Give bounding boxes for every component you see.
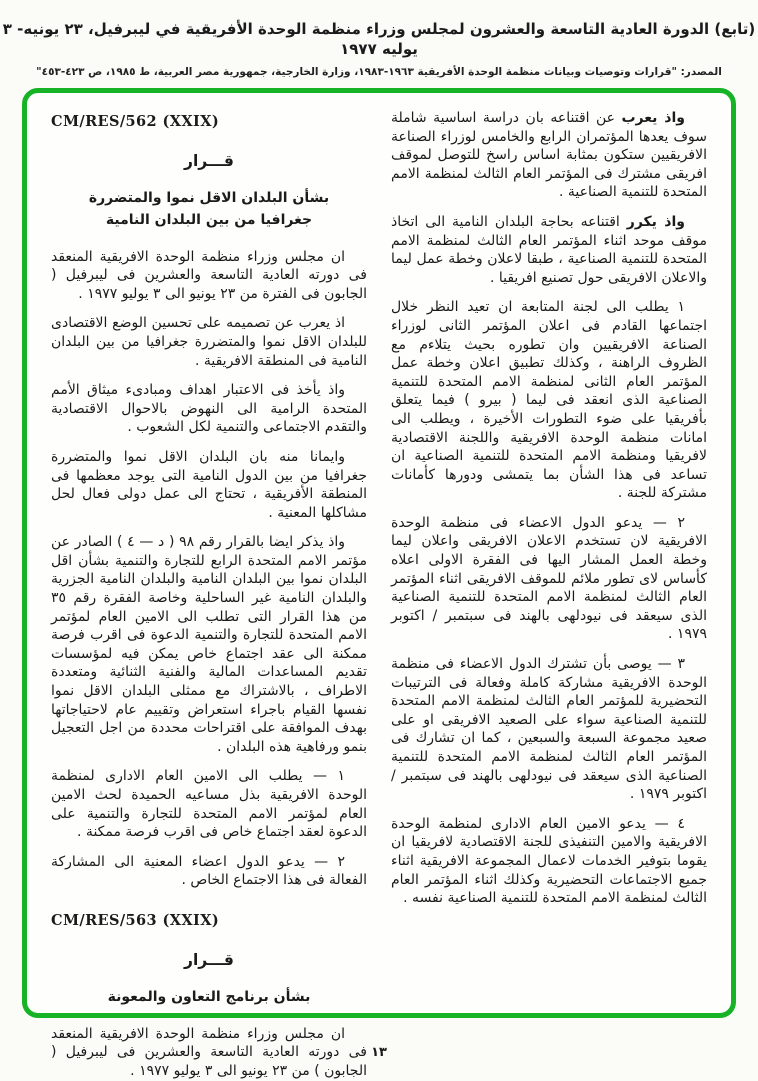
page-number: ١٣ xyxy=(371,1045,387,1060)
paragraph: اذ يعرب عن تصميمه على تحسين الوضع الاقتصادى للبلدان الاقل نموا والمتضررة جغرافيا من بين البلدان النامية فى المنطقة الافريقية . xyxy=(51,315,367,369)
resolution-ref-563: CM/RES/563 (XXIX) xyxy=(51,911,220,929)
paragraph: ان مجلس وزراء منظمة الوحدة الافريقية المنعقد فى دورته العادية التاسعة والعشرين فى ليبرفيل ( الجابون فى الفترة من ٢٣ يونيو الى ٣ يوليو ١٩٧٧ . xyxy=(51,248,367,302)
paragraph: واذ يذكر ايضا بالقرار رقم ٩٨ ( د — ٤ ) الصادر عن مؤتمر الامم المتحدة الرابع للتجارة والتنمية بشأن اقل البلدان نموا بين البلدان النامية والبلدان النامية الجزرية والبلدان النامية غير الساحلية وخاصة الفقرة رقم ٣٥ من هذا القرار التى تطلب الى الامين العام لمؤتمر الامم المتحدة للتجارة والتنمية الدعوة فى اقرب فرصة ممكنة الى عقد اجتماع خاص يمكن فيه لمؤسسات تقديم المساعدات المالية والفنية الثنائية ومتعددة الاطراف ، بالاشتراك مع ممثلى البلدان الاقل نموا نفسها القيام باجراء استعراض وتقييم عام لاحتياجاتها بهدف الموافقة على اقتراحات محددة من اجل التعجيل بنمو ورفاهية هذه البلدان . xyxy=(51,534,367,755)
numbered-clause-1: ١ — يطلب الى الامين العام الادارى لمنظمة الوحدة الافريقية بذل مساعيه الحميدة لحث الامين العام لمؤتمر الامم المتحدة للتجارة والتنمية على الدعوة لعقد اجتماع خاص فى اقرب فرصة ممكنة . xyxy=(51,768,367,841)
paragraph: وايمانا منه بان البلدان الاقل نموا والمتضررة جغرافيا من بين الدول النامية التى يوجد معظمها فى المنطقة الأفريقية ، تحتاج الى عمل دولى فعال لحل مشاكلها المعنية . xyxy=(51,448,367,521)
paragraph-text: ٤ — يدعو الامين العام الادارى لمنظمة الوحدة الافريقية والامين التنفيذى للجنة الاقتصادية لافريقيا ان يقوما بتوفير الخدمات لاعمال المجموعة الافريقية اثناء جميع الاجتماعات التحضيرية وكذلك اثناء المؤتمر العام الثالث لمنظمة الامم المتحدة للتنمية الصناعية نفسه . xyxy=(391,815,707,907)
paragraph-text: ٣ — يوصى بأن تشترك الدول الاعضاء فى منظمة الوحدة الافريقية مشاركة كاملة وفعالة فى الترتيبات التحضيرية للمؤتمر العام الثالث لمنظمة الامم المتحدة للتنمية الصناعية سواء على الصعيد الافريقى او على صعيد مجموعة السبعة والسبعين ، كما ان تشارك فى المؤتمر العام الثالث لمنظمة الامم المتحدة للتنمية الصناعية الذى سيعقد فى نيودلهى بالهند فى سبتمبر / اكتوبر ١٩٧٩ . xyxy=(391,656,707,803)
numbered-clause-3 xyxy=(391,655,707,804)
resolution-subtitle: بشأن برنامج التعاون والمعونة xyxy=(107,989,311,1006)
column-right xyxy=(391,109,707,1003)
session-title: (تابع) الدورة العادية التاسعة والعشرون لمجلس وزراء منظمة الوحدة الأفريقية في ليبرفيل، ٢٣ يونيه- ٣ يوليه ١٩٧٧ xyxy=(2,20,756,58)
numbered-clause-4 xyxy=(391,815,707,908)
paragraph: واذ يأخذ فى الاعتبار اهداف ومبادىء ميثاق الأمم المتحدة الرامية الى النهوض بالاحوال الاقتصادية والتقدم الاجتماعى والتنمية لكل الشعوب . xyxy=(51,382,367,436)
resolution-title: قـــرار xyxy=(184,950,234,969)
paragraph-text: اقتناعه بحاجة البلدان النامية الى اتخاذ موقف موحد اثناء المؤتمر العام الثالث لمنظمة الامم المتحدة للتنمية الصناعية ، طبقا لاعلان وخطة عمل ليما والاعلان الافريقى حول تصنيع افريقيا . xyxy=(391,213,707,286)
paragraph-lead: واذ يكرر xyxy=(626,213,685,230)
numbered-clause-1 xyxy=(391,298,707,503)
page-header xyxy=(0,0,758,78)
resolution-subtitle: بشأن البلدان الاقل نموا والمتضررة جغرافيا من بين البلدان النامية xyxy=(88,190,330,228)
resolution-title: قـــرار xyxy=(184,151,234,170)
source-citation: المصدر: "قرارات وتوصيات وبيانات منظمة الوحدة الأفريقية ١٩٦٣-١٩٨٣، وزارة الخارجية، جمهورية مصر العربية، ط ١٩٨٥، ص ٤٢٣-٤٥٣" xyxy=(36,66,722,78)
paragraph xyxy=(391,213,707,287)
paragraph-text: ١ يطلب الى لجنة المتابعة ان تعيد النظر خلال اجتماعها القادم فى اعلان المؤتمر الثانى لوزراء الصناعة الافريقيين وان تطوره بحيث يتلاءم مع الظروف الراهنة ، وكذلك تطبيق اعلان وخطة عمل المؤتمر العام الثانى لمنظمة الامم المتحدة للتنمية الصناعية الذى انعقد فى ليما ( بيرو ) فيما يتعلق بأفريقيا على ضوء التطورات الأخيرة ، ويطلب الى امانات منظمة الوحدة الافريقية واللجنة الاقتصادية لافريقيا ومنظمة الامم المتحدة للتنمية الصناعية ان تساعد فى هذا الشأن بما يتمشى ودورها كأمانات مشتركة للجنة . xyxy=(391,299,707,502)
numbered-clause-2 xyxy=(391,514,707,644)
paragraph: ان مجلس وزراء منظمة الوحدة الافريقية المنعقد فى دورته العادية التاسعة والعشرين فى ليبرفيل ( الجابون ) من ٢٣ يونيو الى ٣ يوليو ١٩٧٧ . xyxy=(51,1025,367,1080)
paragraph-lead: واذ يعرب xyxy=(621,110,685,126)
column-left xyxy=(51,109,367,1080)
numbered-clause-2: ٢ — يدعو الدول اعضاء المعنية الى المشاركة الفعالة فى هذا الاجتماع الخاص . xyxy=(51,853,367,889)
paragraph-text: ٢ — يدعو الدول الاعضاء فى منظمة الوحدة الافريقية لان تستخدم الاعلان الافريقى واعلان ليما وخطة العمل المشار اليها فى الفقرة الاولى اعلاه كأساس لاى تطور ملائم للموقف الافريقى اثناء المؤتمر العام الثالث لمنظمة الامم المتحدة للتنمية الصناعية الذى سيعقد فى نيودلهى بالهند فى سبتمبر / اكتوبر ١٩٧٩ . xyxy=(391,514,707,643)
paragraph-text: عن اقتناعه بان دراسة اساسية شاملة سوف يعدها المؤتمران الرابع والخامس لوزراء الصناعة الافريقيين ستكون بمثابة اساس راسخ للتوصل لموقف افريقى مشترك فى المؤتمر العام الثالث لمنظمة الامم المتحدة للتنمية الصناعية . xyxy=(391,110,707,201)
resolution-ref-562: CM/RES/562 (XXIX) xyxy=(51,113,220,130)
paragraph xyxy=(391,109,707,202)
